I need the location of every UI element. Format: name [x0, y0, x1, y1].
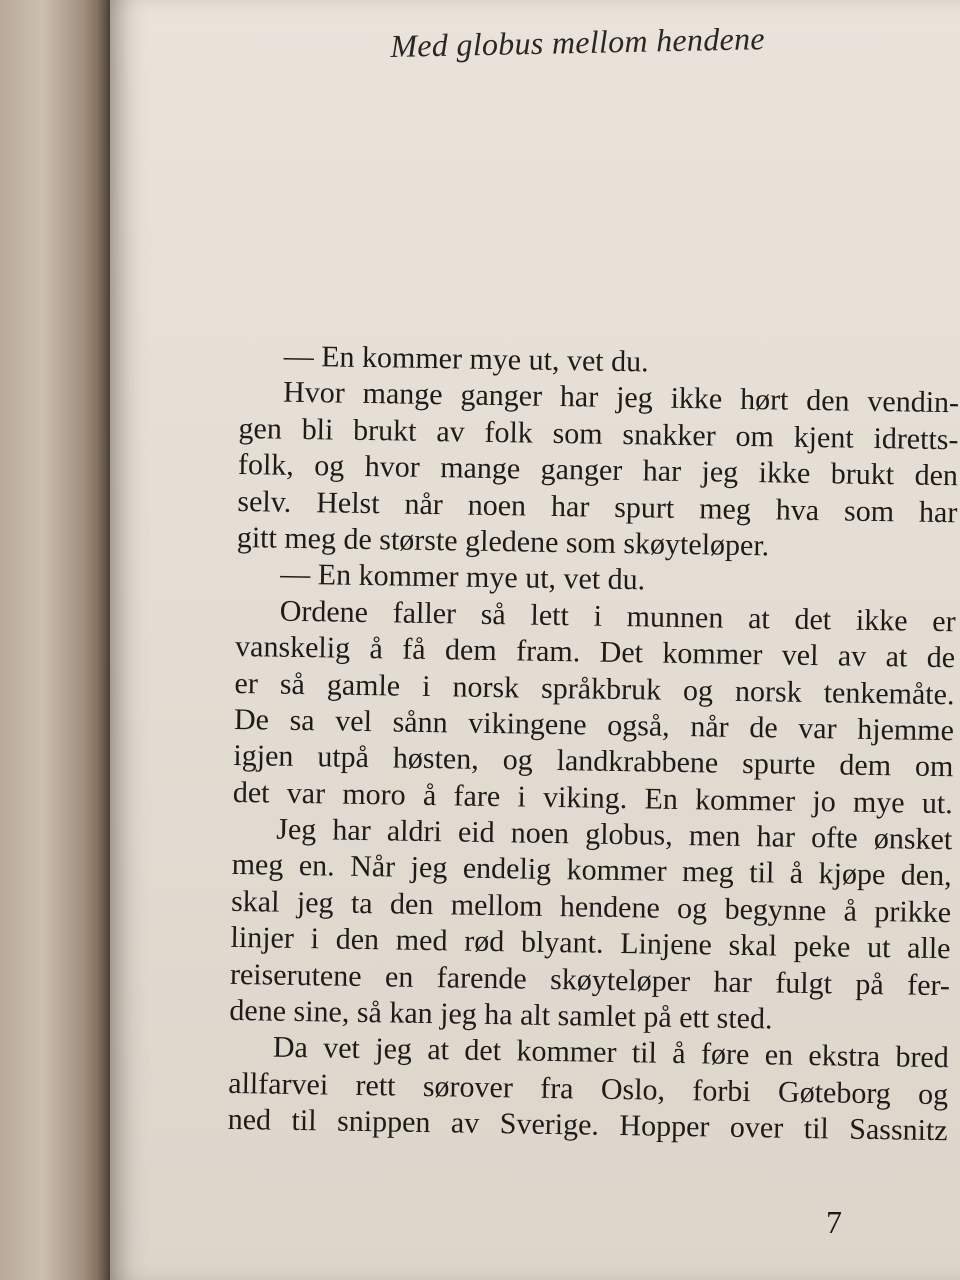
text-line: skal jeg ta den mellom hendene og begynne å prikke: [230, 884, 952, 930]
text-line: det var moro å fare i viking. En kommer jo mye ut.: [232, 775, 954, 820]
page-number: 7: [826, 1204, 842, 1240]
text-line: reiserutene en farende skøyteløper har fulgt på fer-: [229, 957, 951, 1002]
text-line: gitt meg de største gledene som skøyteløper.: [236, 520, 770, 563]
text-line: gen bli brukt av folk som snakker om kjent idretts-: [238, 411, 959, 457]
book-page: [110, 0, 960, 1280]
running-head: Med globus mellom hendene: [390, 20, 766, 64]
text-line: Hvor mange ganger har jeg ikke hørt den vendin-: [282, 376, 960, 420]
text-line: Da vet jeg at det kommer til å føre en ekstra bred: [272, 1031, 950, 1075]
text-line: — En kommer mye ut, vet du.: [280, 558, 646, 597]
text-line: selv. Helst når noen har spurt meg hva som har: [237, 484, 958, 529]
text-line: vanskelig å få dem fram. Det kommer vel av at de: [234, 630, 956, 675]
book-gutter: [96, 0, 110, 1280]
text-line: folk, og hvor mange ganger har jeg ikke brukt den: [237, 448, 959, 493]
text-line: ned til snippen av Sverige. Hopper over til Sassnitz: [227, 1103, 948, 1148]
text-line: igjen utpå høsten, og landkrabbene spurte dem om: [233, 739, 954, 784]
text-line: Jeg har aldri eid noen globus, men har ofte ønsket: [276, 812, 953, 857]
text-line: De sa vel sånn vikingene også, når de var hjemme: [233, 702, 955, 748]
text-line: — En kommer mye ut, vet du.: [283, 339, 649, 379]
text-line: allfarvei rett sørover fra Oslo, forbi Gøteborg og: [228, 1066, 949, 1112]
text-line: linjer i den med rød blyant. Linjene skal peke ut alle: [230, 921, 951, 966]
body-text: [227, 338, 959, 1150]
text-line: meg en. Når jeg endelig kommer meg til å kjøpe den,: [231, 848, 952, 893]
text-line: dene sine, så kan jeg ha alt samlet på ett sted.: [229, 993, 773, 1036]
text-line: er så gamle i norsk språkbruk og norsk tenkemåte.: [234, 666, 955, 711]
text-line: Ordene faller så lett i munnen at det ikke er: [279, 594, 956, 639]
